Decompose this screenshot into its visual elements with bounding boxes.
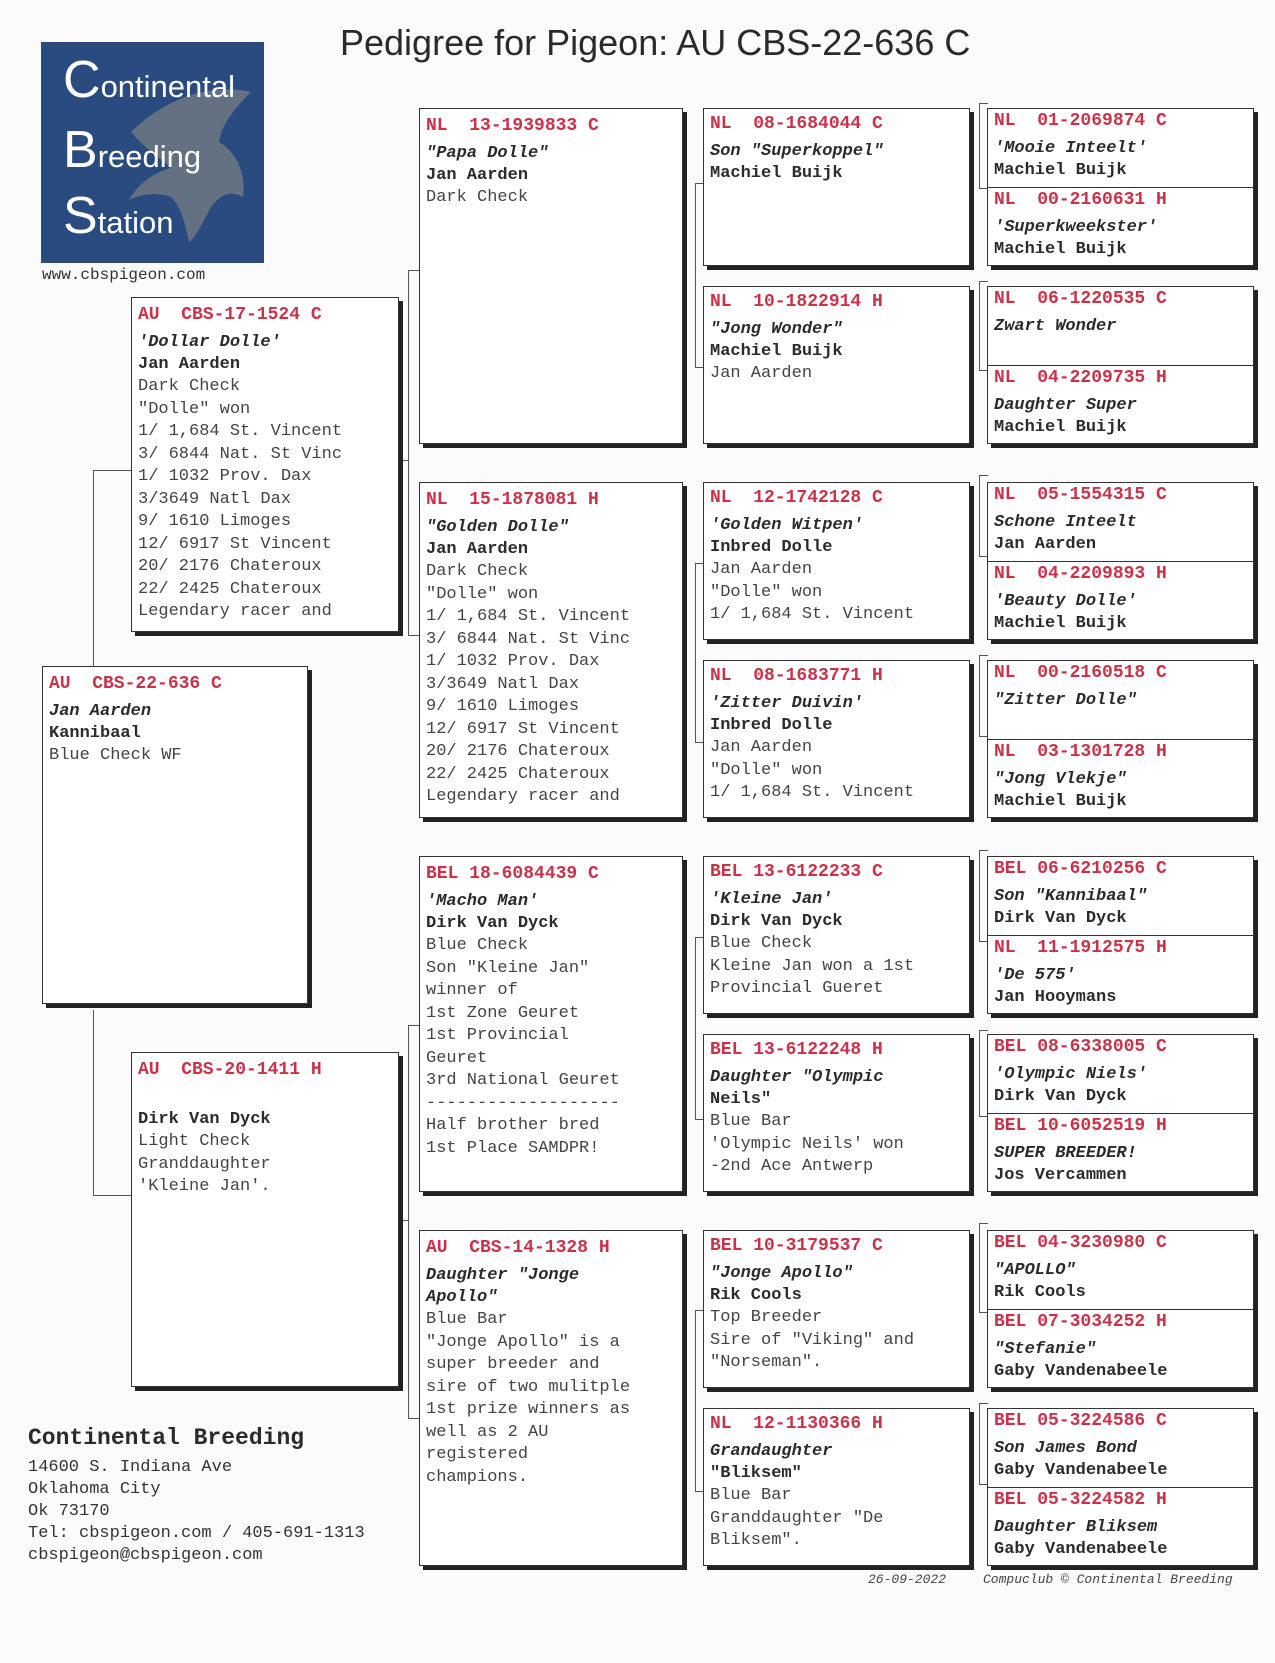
note: Sire of "Viking" and <box>710 1330 915 1350</box>
note: 3/3649 Natl Dax <box>426 674 580 694</box>
sire-note: 12/ 6917 St Vincent <box>138 534 332 554</box>
note: Kleine Jan won a 1st <box>710 956 915 976</box>
ring-number: NL 05-1554315 C <box>994 485 1167 505</box>
note: 1/ 1,684 St. Vincent <box>710 605 915 624</box>
g4-pair-7[interactable] <box>987 1230 1254 1388</box>
subject-ring: AU CBS-22-636 C <box>49 674 222 694</box>
ring-number: NL 15-1878081 H <box>426 490 599 510</box>
sire-breeder: Jan Aarden <box>138 355 241 374</box>
note: Blue Bar <box>710 1112 792 1131</box>
zip: Ok 73170 <box>28 1502 110 1521</box>
breeder: Dirk Van Dyck <box>426 914 559 933</box>
pigeon-name: 'Macho Man' <box>426 892 539 911</box>
pigeon-name: "Stefanie" <box>994 1340 1097 1359</box>
note: "Dolle" won <box>710 760 823 780</box>
pigeon-name: Son "Superkoppel" <box>710 142 884 161</box>
sire-note: 9/ 1610 Limoges <box>138 512 292 531</box>
note: well as 2 AU <box>426 1422 549 1442</box>
sire-note: 1/ 1032 Prov. Dax <box>138 467 312 486</box>
sire-note: 22/ 2425 Chateroux <box>138 579 322 599</box>
pigeon-name: Grandaughter <box>710 1442 833 1461</box>
ring-number: AU CBS-14-1328 H <box>426 1238 610 1258</box>
note: Son "Kleine Jan" <box>426 958 590 978</box>
g4-entry-cock[interactable] <box>988 1409 1253 1487</box>
note: winner of <box>426 981 518 1000</box>
ring-number: BEL 07-3034252 H <box>994 1312 1167 1332</box>
g4-entry-hen[interactable] <box>988 739 1253 819</box>
breeder: Dirk Van Dyck <box>994 1087 1127 1106</box>
ring-number: BEL 05-3224582 H <box>994 1490 1167 1510</box>
note: "Norseman". <box>710 1353 823 1372</box>
pigeon-name: SUPER BREEDER! <box>994 1144 1137 1163</box>
note: ------------------- <box>426 1093 620 1113</box>
dam-note: 'Kleine Jan'. <box>138 1177 271 1196</box>
g4-entry-hen[interactable] <box>988 1487 1253 1567</box>
g4-entry-hen[interactable] <box>988 365 1253 445</box>
sire-name: 'Dollar Dolle' <box>138 333 281 352</box>
email[interactable]: cbspigeon@cbspigeon.com <box>28 1546 263 1565</box>
g4-pair-4[interactable] <box>987 660 1254 818</box>
g4-entry-cock[interactable] <box>988 857 1253 935</box>
ring-number: NL 08-1684044 C <box>710 114 883 134</box>
note: 20/ 2176 Chateroux <box>426 742 610 761</box>
note: 1st Zone Geuret <box>426 1003 580 1023</box>
breeder: Dirk Van Dyck <box>710 912 843 931</box>
note: Jan Aarden <box>710 738 813 757</box>
note: Blue Bar <box>426 1310 508 1329</box>
sire-notes <box>138 376 392 624</box>
g3-card-2[interactable] <box>703 286 970 444</box>
ring-number: BEL 13-6122233 C <box>710 862 883 882</box>
pigeon-name: 'Superkweekster' <box>994 218 1158 237</box>
note: 22/ 2425 Chateroux <box>426 764 610 784</box>
ring-number: BEL 13-6122248 H <box>710 1040 883 1060</box>
g4-entry-cock[interactable] <box>988 1231 1253 1309</box>
note: 1/ 1032 Prov. Dax <box>426 652 600 671</box>
company-name: Continental Breeding <box>28 1425 305 1451</box>
ring-number: NL 12-1130366 H <box>710 1414 883 1434</box>
note: 3/ 6844 Nat. St Vinc <box>426 629 631 649</box>
note: Blue Check <box>426 936 529 955</box>
granddam-maternal-card[interactable] <box>419 1230 683 1566</box>
breeder: Machiel Buijk <box>710 164 843 183</box>
breeder: Jan Aarden <box>426 540 529 559</box>
pigeon-name: 'De 575' <box>994 966 1076 985</box>
ring-number: NL 03-1301728 H <box>994 742 1167 762</box>
sire-note: 20/ 2176 Chateroux <box>138 557 322 576</box>
ring-number: BEL 04-3230980 C <box>994 1233 1167 1253</box>
breeder: Gaby Vandenabeele <box>994 1461 1168 1480</box>
pigeon-name: Zwart Wonder <box>994 317 1117 336</box>
note: Dark Check <box>426 188 529 207</box>
pigeon-name: "Jong Wonder" <box>710 320 843 339</box>
breeder: Jan Hooymans <box>994 988 1117 1007</box>
breeder: Machiel Buijk <box>710 342 843 361</box>
subject-name: Kannibaal <box>49 724 141 743</box>
pigeon-name: Daughter "Olympic <box>710 1068 884 1087</box>
grandsire-maternal-card[interactable] <box>419 856 683 1192</box>
connector-sire <box>93 470 132 668</box>
ring-number: NL 04-2209893 H <box>994 564 1167 584</box>
pigeon-name: Apollo" <box>426 1288 498 1307</box>
g4-entry-hen[interactable] <box>988 187 1253 267</box>
breeder: Jan Aarden <box>426 166 529 185</box>
g4-entry-cock[interactable] <box>988 661 1253 739</box>
ring-number: BEL 05-3224586 C <box>994 1411 1167 1431</box>
pigeon-name: "Zitter Dolle" <box>994 691 1137 710</box>
note: Bliksem". <box>710 1531 802 1550</box>
logo-line-station: Station <box>63 187 174 245</box>
note: 9/ 1610 Limoges <box>426 697 580 716</box>
dam-ring: AU CBS-20-1411 H <box>138 1060 322 1080</box>
ring-number: BEL 10-6052519 H <box>994 1116 1167 1136</box>
pigeon-name: "Jonge Apollo" <box>710 1264 853 1283</box>
breeder: Inbred Dolle <box>710 538 833 557</box>
subject-card[interactable] <box>42 666 308 1004</box>
grandsire-paternal-card[interactable] <box>419 108 683 444</box>
ring-number: BEL 08-6338005 C <box>994 1037 1167 1057</box>
pigeon-name: 'Olympic Niels' <box>994 1065 1148 1084</box>
street: 14600 S. Indiana Ave <box>28 1458 233 1477</box>
ring-number: NL 11-1912575 H <box>994 938 1167 958</box>
sire-note: 1/ 1,684 St. Vincent <box>138 422 343 441</box>
g4-pair-1[interactable] <box>987 108 1254 266</box>
pigeon-name: "Jong Vlekje" <box>994 770 1127 789</box>
breeder: Dirk Van Dyck <box>994 909 1127 928</box>
pigeon-name: Daughter Super <box>994 396 1137 415</box>
note: 12/ 6917 St Vincent <box>426 719 620 739</box>
pigeon-name: "APOLLO" <box>994 1261 1076 1280</box>
ring-number: BEL 10-3179537 C <box>710 1236 883 1256</box>
breeder: Machiel Buijk <box>994 418 1127 437</box>
g3-card-6[interactable] <box>703 1034 970 1192</box>
note: Top Breeder <box>710 1308 823 1327</box>
note: Blue Bar <box>710 1486 792 1505</box>
pigeon-name: 'Golden Witpen' <box>710 516 864 535</box>
note: 3rd National Geuret <box>426 1071 620 1090</box>
g3-card-1[interactable] <box>703 108 970 266</box>
note: Dark Check <box>426 562 529 581</box>
g3-card-3[interactable] <box>703 482 970 640</box>
g4-entry-hen[interactable] <box>988 1309 1253 1389</box>
footer-credit: Compuclub © Continental Breeding <box>983 1572 1233 1587</box>
sire-ring: AU CBS-17-1524 C <box>138 305 322 325</box>
ring-number: NL 12-1742128 C <box>710 488 883 508</box>
breeder: Rik Cools <box>994 1283 1086 1302</box>
note: "Jonge Apollo" is a <box>426 1332 620 1352</box>
breeder: Gaby Vandenabeele <box>994 1540 1168 1559</box>
pigeon-name: Neils" <box>710 1090 772 1109</box>
g3-card-5[interactable] <box>703 856 970 1014</box>
dam-note: Granddaughter <box>138 1154 271 1174</box>
note: registered <box>426 1445 529 1464</box>
note: 'Olympic Neils' won <box>710 1134 904 1154</box>
pigeon-name: 'Beauty Dolle' <box>994 592 1137 611</box>
breeder: Machiel Buijk <box>994 161 1127 180</box>
sire-note: 3/ 6844 Nat. St Vinc <box>138 444 343 464</box>
g3-card-8[interactable] <box>703 1408 970 1566</box>
pigeon-name: Schone Inteelt <box>994 513 1137 532</box>
ring-number: NL 10-1822914 H <box>710 292 883 312</box>
note: Jan Aarden <box>710 560 813 579</box>
note: super breeder and <box>426 1355 600 1374</box>
note: Provincial Gueret <box>710 979 884 998</box>
note: Granddaughter "De <box>710 1508 884 1528</box>
subject-color: Blue Check WF <box>49 746 182 765</box>
pigeon-name: "Golden Dolle" <box>426 518 569 537</box>
note: "Dolle" won <box>426 584 539 604</box>
pigeon-name: 'Mooie Inteelt' <box>994 139 1148 158</box>
breeder: Rik Cools <box>710 1286 802 1305</box>
dam-note: Light Check <box>138 1132 251 1151</box>
ring-number: BEL 06-6210256 C <box>994 859 1167 879</box>
g4-entry-cock[interactable] <box>988 483 1253 561</box>
g4-entry-cock[interactable] <box>988 109 1253 187</box>
note: Blue Check <box>710 934 813 953</box>
logo-line-continental: Continental <box>63 51 236 109</box>
g4-pair-8[interactable] <box>987 1408 1254 1566</box>
g4-pair-6[interactable] <box>987 1034 1254 1192</box>
logo-line-breeding: Breeding <box>63 121 202 179</box>
note: 1st Provincial <box>426 1026 569 1045</box>
pigeon-name: Daughter "Jonge <box>426 1266 580 1285</box>
note: Jan Aarden <box>710 364 813 383</box>
g3-card-7[interactable] <box>703 1230 970 1388</box>
ring-number: NL 13-1939833 C <box>426 116 599 136</box>
breeder: Machiel Buijk <box>994 792 1127 811</box>
ring-number: NL 04-2209735 H <box>994 368 1167 388</box>
ring-number: NL 01-2069874 C <box>994 111 1167 131</box>
pigeon-name: Daughter Bliksem <box>994 1518 1158 1537</box>
note: 1/ 1,684 St. Vincent <box>710 783 915 802</box>
city: Oklahoma City <box>28 1480 161 1499</box>
connector-dam <box>93 1010 132 1196</box>
pigeon-name: Son James Bond <box>994 1439 1137 1458</box>
ring-number: NL 06-1220535 C <box>994 289 1167 309</box>
note: Geuret <box>426 1048 488 1068</box>
page-title: Pedigree for Pigeon: AU CBS-22-636 C <box>340 22 971 63</box>
ring-number: NL 00-2160518 C <box>994 663 1167 683</box>
pigeon-name: 'Kleine Jan' <box>710 890 833 909</box>
note: champions. <box>426 1467 529 1487</box>
note: Legendary racer and <box>426 787 620 806</box>
sire-note: Legendary racer and <box>138 602 332 621</box>
pigeon-name: Son "Kannibaal" <box>994 887 1148 906</box>
breeder: Machiel Buijk <box>994 614 1127 633</box>
breeder: Jos Vercammen <box>994 1166 1127 1185</box>
g3-card-4[interactable] <box>703 660 970 818</box>
g4-entry-cock[interactable] <box>988 1035 1253 1113</box>
note: Half brother bred <box>426 1116 600 1135</box>
pigeon-name: 'Zitter Duivin' <box>710 694 864 713</box>
dam-breeder: Dirk Van Dyck <box>138 1110 271 1129</box>
breeder: Machiel Buijk <box>994 240 1127 259</box>
ring-number: NL 00-2160631 H <box>994 190 1167 210</box>
sire-note: 3/3649 Natl Dax <box>138 489 292 509</box>
dam-card[interactable] <box>131 1052 399 1387</box>
print-date: 26-09-2022 <box>868 1572 947 1587</box>
ring-number: BEL 18-6084439 C <box>426 864 599 884</box>
g4-entry-cock[interactable] <box>988 287 1253 365</box>
breeder: Inbred Dolle <box>710 716 833 735</box>
g4-pair-3[interactable] <box>987 482 1254 640</box>
g4-pair-2[interactable] <box>987 286 1254 444</box>
g4-pair-5[interactable] <box>987 856 1254 1014</box>
note: 1st Place SAMDPR! <box>426 1138 600 1158</box>
contact-block <box>28 1425 365 1567</box>
sire-note: "Dolle" won <box>138 399 251 419</box>
ring-number: NL 08-1683771 H <box>710 666 883 686</box>
note: "Dolle" won <box>710 582 823 602</box>
website-url: www.cbspigeon.com <box>42 266 206 284</box>
g4-entry-hen[interactable] <box>988 935 1253 1015</box>
g4-entry-hen[interactable] <box>988 561 1253 641</box>
note: 1st prize winners as <box>426 1400 631 1419</box>
note: -2nd Ace Antwerp <box>710 1157 874 1176</box>
pigeon-name: "Papa Dolle" <box>426 144 549 163</box>
breeder: Jan Aarden <box>994 535 1097 554</box>
sire-note: Dark Check <box>138 377 241 396</box>
telephone[interactable]: Tel: cbspigeon.com / 405-691-1313 <box>28 1524 365 1543</box>
note: sire of two mulitple <box>426 1377 631 1397</box>
note: 1/ 1,684 St. Vincent <box>426 607 631 626</box>
cbs-logo <box>41 42 264 263</box>
pigeon-name: "Bliksem" <box>710 1464 802 1483</box>
breeder: Gaby Vandenabeele <box>994 1362 1168 1381</box>
sire-card[interactable] <box>131 297 399 632</box>
g4-entry-hen[interactable] <box>988 1113 1253 1193</box>
granddam-paternal-card[interactable] <box>419 482 683 818</box>
subject-breeder: Jan Aarden <box>49 702 152 721</box>
